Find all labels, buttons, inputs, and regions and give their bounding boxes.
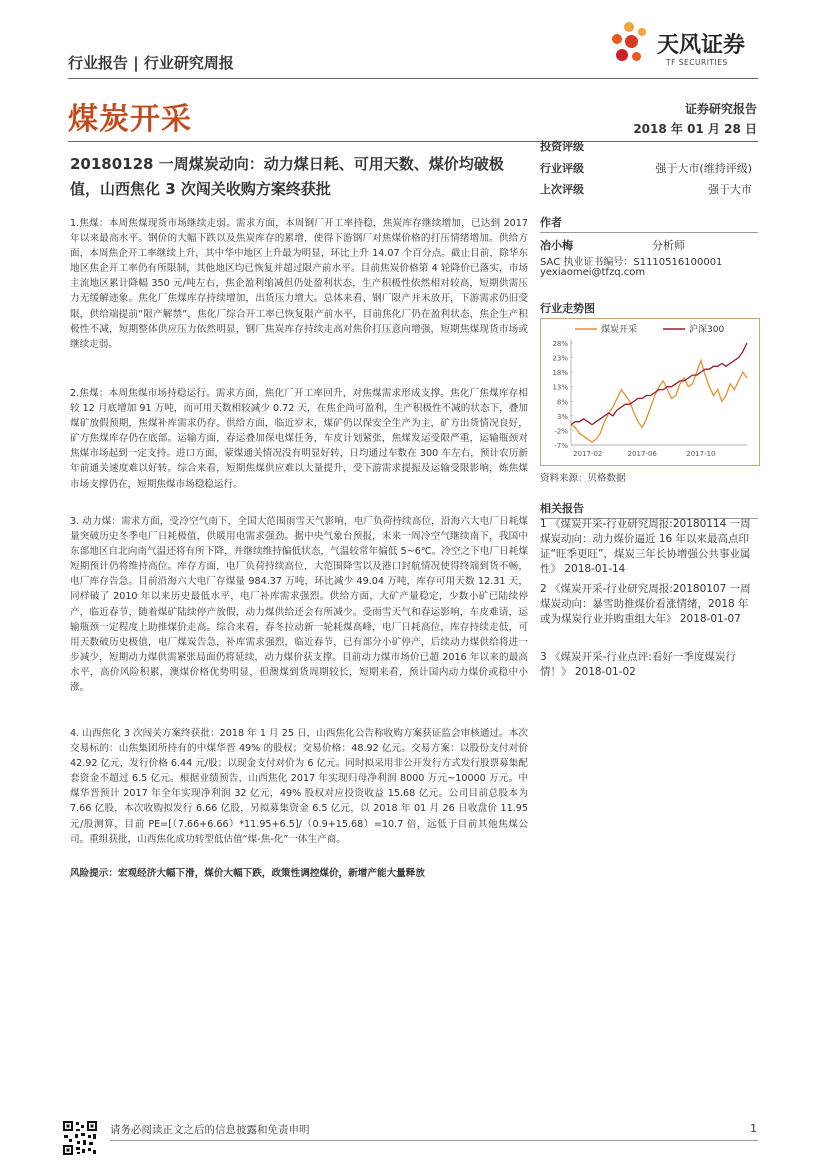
logo-dot bbox=[624, 22, 634, 32]
y-tick-label: 13% bbox=[552, 383, 568, 392]
x-tick-label: 2017-10 bbox=[686, 450, 716, 458]
report-category: 行业报告 | 行业研究周报 bbox=[68, 54, 234, 72]
x-tick-label: 2017-02 bbox=[573, 450, 603, 458]
industry-trend-chart bbox=[540, 318, 760, 466]
logo-dot bbox=[632, 52, 641, 61]
related-report-item[interactable]: 2 《煤炭开采-行业研究周报:20180107 一周煤炭动向：暴雪助推煤价看涨情绪，2018 年或为煤炭行业并购重组大年》 2018-01-07 bbox=[540, 583, 751, 625]
author-name: 冶小梅 bbox=[540, 239, 573, 252]
related-report-item[interactable]: 3 《煤炭开采-行业点评:看好一季度煤炭行情！》 2018-01-02 bbox=[540, 651, 736, 678]
rating-value: 强于大市(维持评级) bbox=[655, 162, 752, 175]
report-type: 证券研究报告 bbox=[684, 102, 757, 116]
y-tick-label: -7% bbox=[554, 442, 568, 450]
logo-dot bbox=[616, 49, 628, 61]
logo-dot bbox=[612, 34, 622, 44]
author-email[interactable]: yexiaomei@tfzq.com bbox=[540, 267, 646, 278]
company-logo bbox=[612, 22, 652, 66]
author-title: 作者 bbox=[540, 214, 758, 233]
legend-label: 煤炭开采 bbox=[601, 325, 638, 335]
rating-value: 强于大市 bbox=[708, 183, 752, 196]
y-tick-label: 8% bbox=[556, 398, 568, 407]
rating-row-industry bbox=[540, 160, 758, 176]
rating-label: 上次评级 bbox=[540, 183, 584, 196]
author-role: 分析师 bbox=[652, 239, 685, 252]
y-tick-label: 3% bbox=[556, 412, 568, 421]
paragraph-coking-coal: 2.焦煤：本周焦煤市场持稳运行。需求方面，焦化厂开工率回升，对焦煤需求形成支撑。焦化厂焦煤库存相较 12 月底增加 91 万吨，而可用天数相较减少 0.72 天，在焦企尚可盈利，生产积极性不减的状态下，叠加煤矿放假预期，焦煤补库需求仍存。供给方面，临近岁末，煤矿仍以保安全生产为主，矿方出货情况良好，矿方焦煤库存仍在底部。运输方面，春运叠加保电煤任务，车皮计划紧张，焦煤发运受限严重，运输瓶颈对焦煤市场起到一定支持。进口方面，蒙煤通关情况没有明显好转，日均通过车数在 300 车左右，预计农历新年前通关速度难以好转。综合来看，短期焦煤供应难以大量提升，受下游需求提振及运输受限影响，炼焦煤市场支撑仍在，短期焦煤市场稳稳运行。 bbox=[70, 388, 528, 490]
logo-dot bbox=[625, 35, 638, 48]
legend-label: 沪深300 bbox=[689, 325, 725, 335]
risk-warning: 风险提示：宏观经济大幅下滑，煤价大幅下跌，政策性调控煤价，新增产能大量释放 bbox=[70, 868, 425, 879]
footer-divider bbox=[110, 1140, 758, 1141]
chart-source: 资料来源：贝格数据 bbox=[540, 473, 626, 484]
related-report-item[interactable]: 1 《煤炭开采-行业研究周报:20180114 一周煤炭动向：动力煤价逼近 16 年以来最高点印证“旺季更旺”，煤炭三年长协增强公共事业属性》 2018-01-14 bbox=[540, 518, 751, 575]
brand-name-en: TF SECURITIES bbox=[666, 58, 728, 67]
chart-svg bbox=[541, 319, 759, 465]
rating-row-previous bbox=[540, 181, 758, 197]
rating-label: 行业评级 bbox=[540, 162, 584, 175]
page-number: 1 bbox=[750, 1122, 757, 1135]
series-line bbox=[571, 343, 747, 425]
rating-title: 投资评级 bbox=[540, 140, 584, 153]
y-tick-label: 23% bbox=[552, 354, 568, 363]
author-certificate: SAC 执业证书编号：S1110516100001 bbox=[540, 257, 723, 268]
related-title: 相关报告 bbox=[540, 500, 758, 519]
paragraph-shanxi-coking: 4. 山西焦化 3 次闯关方案终获批：2018 年 1 月 25 日，山西焦化公告称收购方案获证监会审核通过。本次交易标的：山焦集团所持有的中煤华晋 49% 的股权；交易价格：48.92 亿元。交易方案：以股份支付对价 42.92 亿元，发行价格 6.44 元/股；以现金支付对价为 6 亿元。同时拟采用非公开发行方式发行股票募集配套资金不超过 6.5 亿元。根据业绩预告，山西焦化 2017 年实现归母净利润 8000 万元~10000 万元。中煤华晋预计 2017 年全年实现净利润 32 亿元，49% 股权对应投资收益 15.68 亿元。公司目前总股本为 7.66 亿股，本次收购拟发行 6.66 亿股，另拟募集资金 6.5 亿元，以 2018 年 01 月 26 日收盘价 11.95 元/股测算，目前 PE=[（7.66+6.66）*11.95+6.5]/（0.9+15.68）=10.7 倍，远低于目前其他焦煤公司。重组获批，山西焦化成功转型低估值“煤-焦-化”一体生产商。 bbox=[70, 728, 528, 845]
report-date: 2018 年 01 月 28 日 bbox=[633, 122, 757, 136]
report-title: 20180128 一周煤炭动向：动力煤日耗、可用天数、煤价均破极值，山西焦化 3 次闯关收购方案终获批 bbox=[70, 155, 504, 198]
header-divider bbox=[68, 78, 758, 79]
qr-code-icon bbox=[62, 1120, 98, 1156]
paragraph-thermal-coal: 3. 动力煤：需求方面，受冷空气南下，全国大范围雨雪天气影响，电厂负荷持续高位，沿海六大电厂日耗煤量突破历史冬季电厂日耗极值，供暖用电需求强劲。据中央气象台预报，未来一周冷空气继续南下，我国中东部地区自北向南气温还将有所下降，并继续维持偏低状态，气温较常年偏低 5~6℃。冷空之下电厂日耗煤短期预计仍将维持高位。库存方面，电厂负荷持续高位，大范围降雪以及港口封航情况使得终端到货不畅，电厂库存告急。目前沿海六大电厂存煤量 984.37 万吨，环比减少 49.04 万吨，库存可用天数 12.31 天，同样破了 2010 年以来历史最低水平，电厂补库需求强烈。供给方面，大矿产量稳定，少数小矿已陆续停产，临近春节，随着煤矿陆续停产放假，动力煤供给还会有所减少。受雨雪天气和春运影响，车皮难请，运输瓶颈一定程度上助推煤价走高。综合来看，春冬拉动新一轮耗煤高峰，电厂日耗高位，库存持续走低，可用天数破历史极值，电厂煤炭告急，补库需求强烈，临近春节，已有部分小矿停产，后续动力煤供给将进一步减少，短期动力煤供需紧张局面仍将延续，动力煤价获支撑。目前动力煤市场价已超 2016 年以来的最高水平，高价风险积累，澳煤价格优势明显，但澳煤到货周期较长，短期来看，预计国内动力煤价或稳中小涨。 bbox=[70, 516, 528, 694]
series-line bbox=[571, 361, 747, 443]
brand-name: 天风证券 bbox=[657, 33, 746, 58]
y-tick-label: 18% bbox=[552, 369, 568, 378]
sector-title: 煤炭开采 bbox=[68, 102, 192, 137]
logo-dot bbox=[638, 28, 646, 36]
x-tick-label: 2017-06 bbox=[627, 450, 657, 458]
footer-disclaimer[interactable]: 请务必阅读正文之后的信息披露和免责申明 bbox=[110, 1124, 310, 1136]
paragraph-coke: 1.焦煤：本周焦煤现货市场继续走弱。需求方面，本周钢厂开工率持稳，焦炭库存继续增加，已达到 2017 年以来最高水平。钢价的大幅下跌以及焦炭库存的累增，使得下游钢厂对焦煤价格的打压情绪增加。供给方面，本周焦企开工率继续上升，其中华中地区上升最为明显，环比上升 14.07 个百分点。截止目前，除华东地区焦企开工率仍有所限制，其他地区均已恢复并超过限产前水平。目前焦炭价格第 4 轮降价已落实，市场主流地区累计降幅 350 元/吨左右，焦企盈利缩减但仍处盈利状态，生产积极性依然相对较高，短期供需压力无缓解迹象。焦化厂焦煤库存持续增加，出货压力增大。总体来看，钢厂限产并未放开，下游需求仍旧受限，供给端提前“限产解禁”，焦化厂综合开工率已恢复限产前水平，目前焦化厂仍在盈利状态，焦企生产积极性不减，短期整体供应压力依然明显，钢厂焦炭库存持续走高对焦价打压意向增强，短期焦煤现货市场或继续走弱。 bbox=[70, 218, 528, 350]
y-tick-label: -2% bbox=[554, 427, 568, 436]
y-tick-label: 28% bbox=[552, 340, 568, 348]
chart-title: 行业走势图 bbox=[540, 300, 758, 319]
